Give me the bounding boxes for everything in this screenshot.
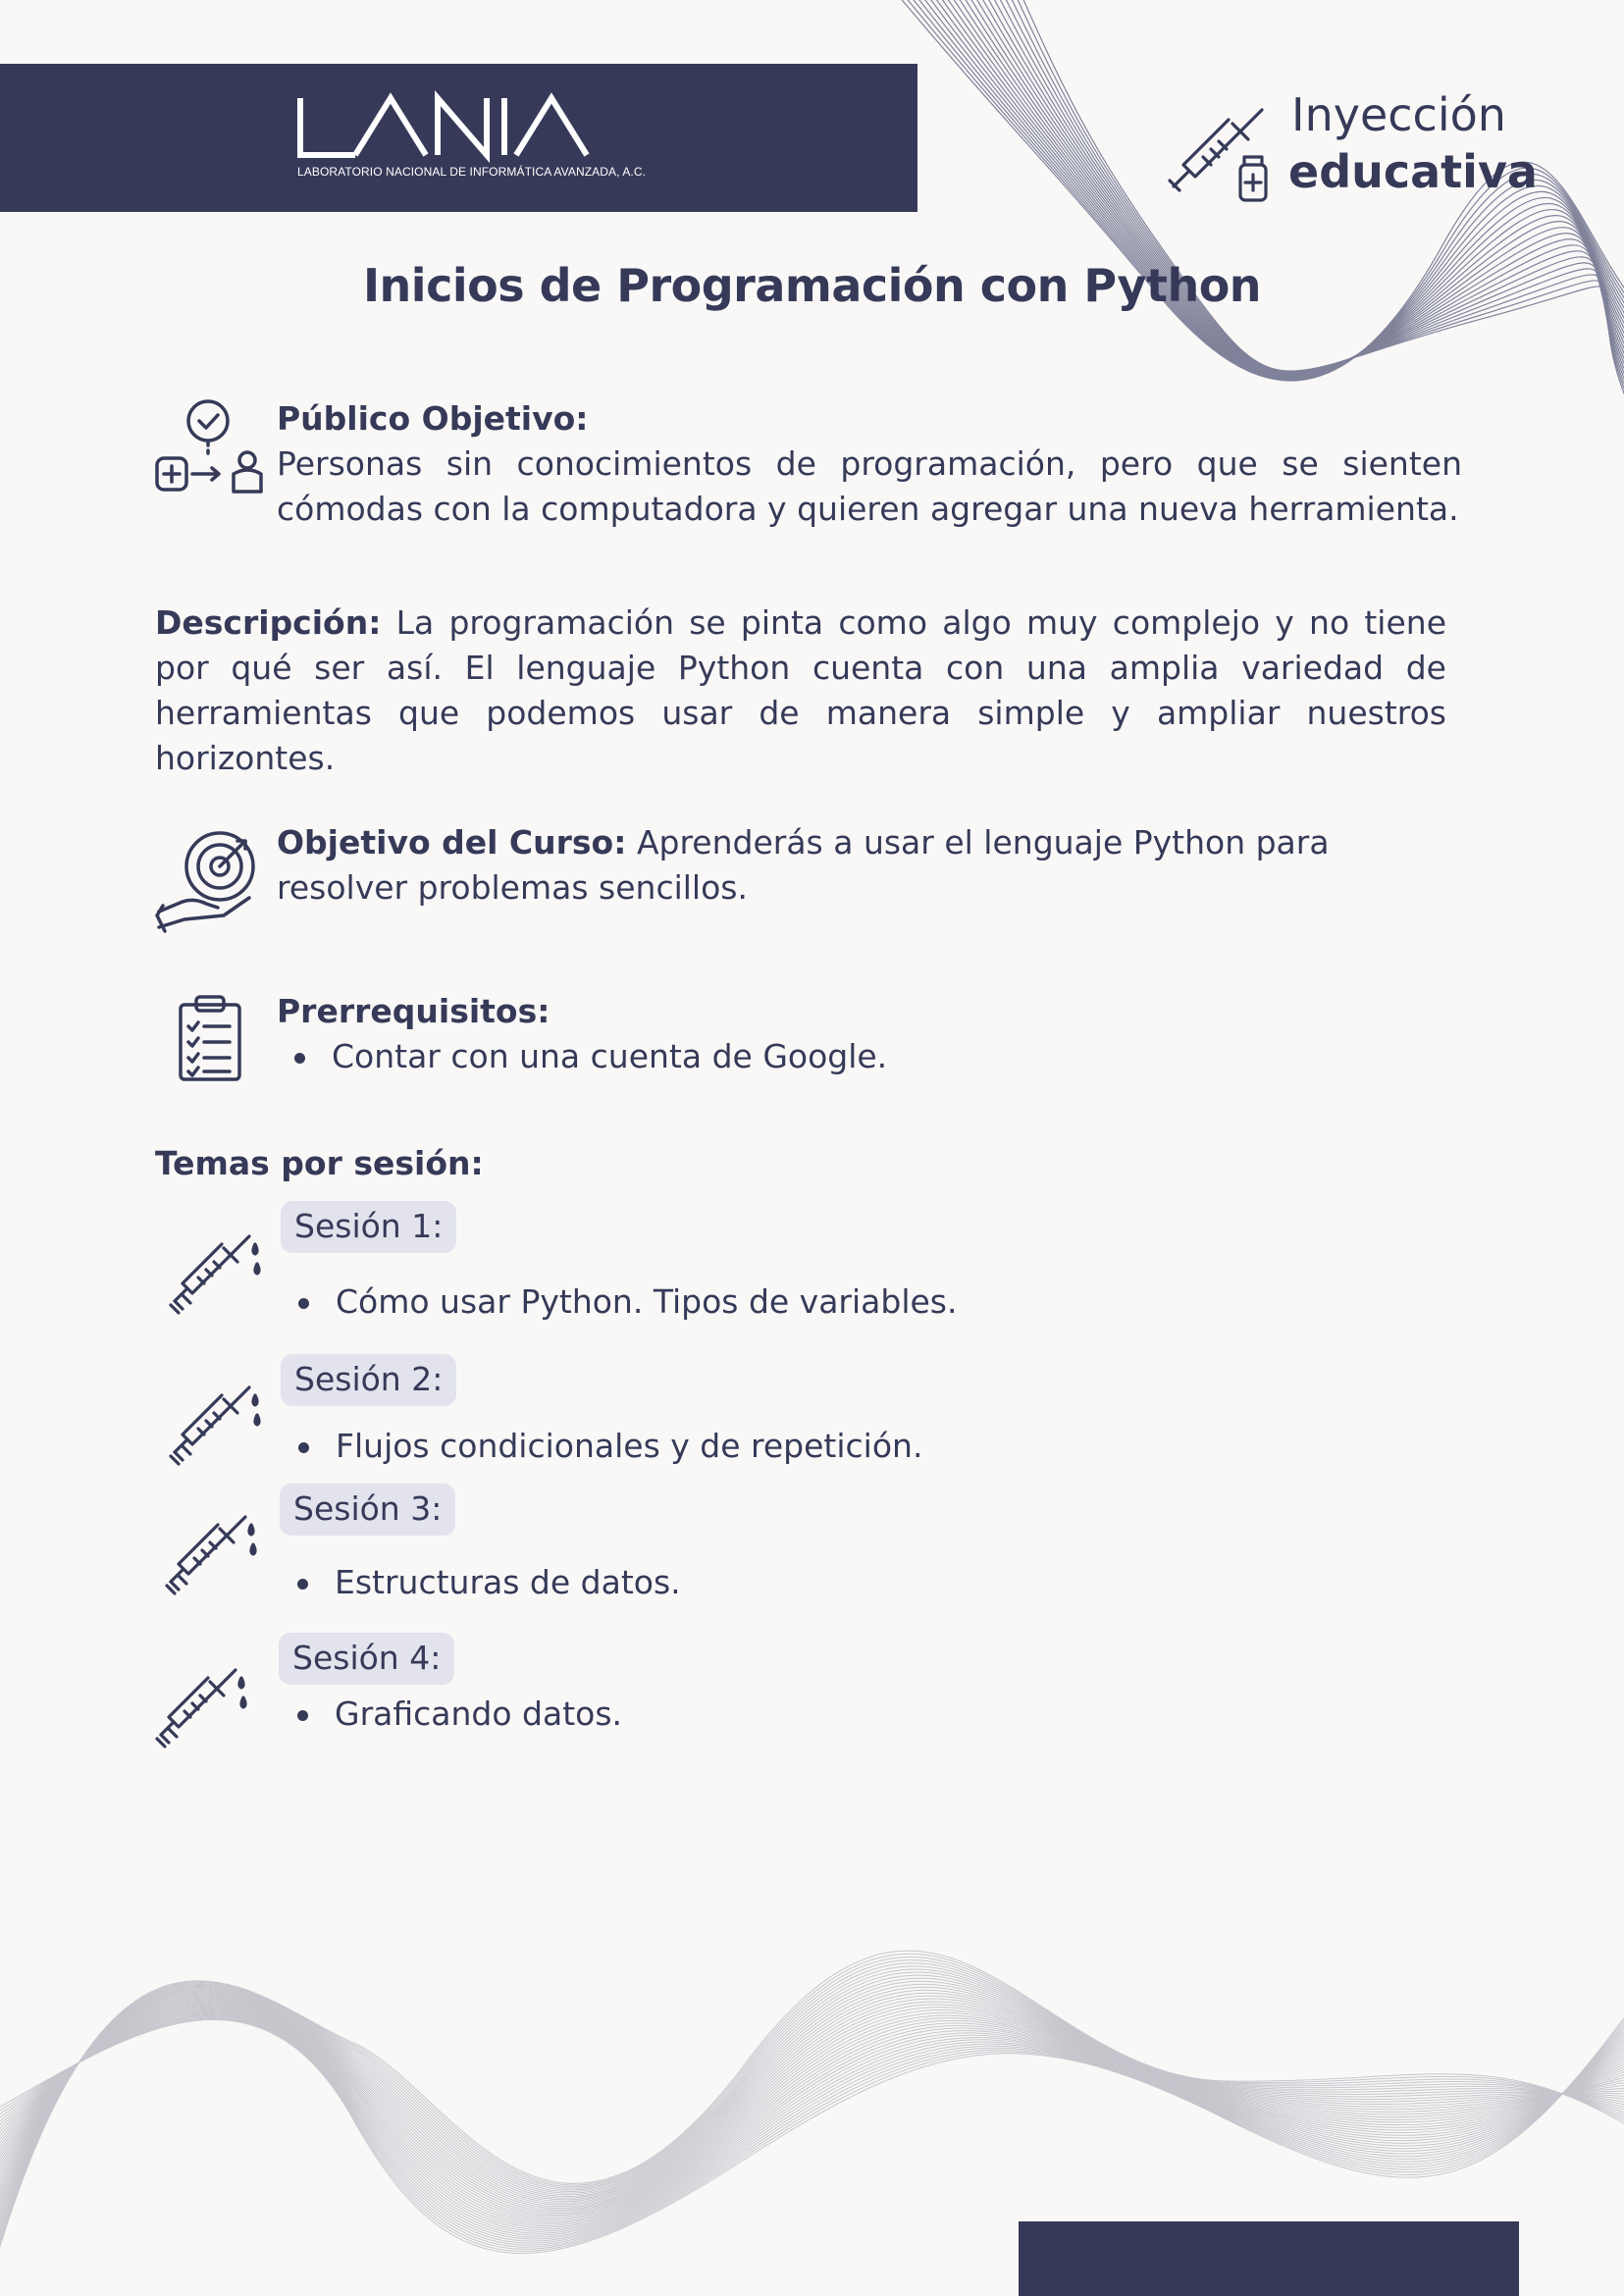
prerrequisito-item: Contar con una cuenta de Google. (277, 1034, 1454, 1079)
clipboard-checklist-icon (177, 993, 243, 1083)
sesion-1-chip: Sesión 1: (281, 1201, 456, 1253)
syringe-vial-icon (1168, 104, 1276, 208)
descripcion-text: La programación se pinta como algo muy complejo y no tiene por qué ser así. El lenguaje Python cuenta con una amplia variedad de herramientas que podemos usar de manera simple y ampliar nuestros horizontes. (155, 603, 1446, 777)
prerrequisitos-label: Prerrequisitos: (277, 992, 550, 1030)
objetivo-curso-label: Objetivo del Curso: (277, 823, 627, 861)
objetivo-curso-text: Aprenderás a usar el lenguaje Python para resolver problemas sencillos. (277, 823, 1330, 907)
target-hand-icon (155, 829, 259, 933)
badge-line-educativa: educativa (1288, 145, 1538, 198)
temas-por-sesion-label: Temas por sesión: (155, 1144, 484, 1182)
sesion-3-chip: Sesión 3: (280, 1484, 455, 1536)
descripcion-label: Descripción: (155, 603, 382, 642)
sesion-1-item: Cómo usar Python. Tipos de variables. (281, 1279, 958, 1325)
publico-objetivo-label: Público Objetivo: (277, 399, 589, 438)
target-audience-icon (153, 397, 265, 501)
prerrequisitos-section (277, 989, 1454, 1079)
lania-logo (294, 90, 608, 163)
sesion-4-chip: Sesión 4: (279, 1633, 454, 1685)
objetivo-curso-section (277, 820, 1454, 911)
footer-band (1019, 2221, 1519, 2296)
syringe-drop-icon (169, 1234, 263, 1334)
sesion-4-item: Graficando datos. (280, 1692, 622, 1737)
syringe-drop-icon (165, 1515, 259, 1615)
descripcion-section (155, 600, 1446, 781)
badge-line-inyeccion: Inyección (1291, 88, 1506, 141)
sesion-2-item: Flujos condicionales y de repetición. (281, 1424, 922, 1469)
syringe-drop-icon (169, 1385, 263, 1486)
logo-subtitle: LABORATORIO NACIONAL DE INFORMÁTICA AVANZADA, A.C. (297, 165, 647, 179)
publico-objetivo-text: Personas sin conocimientos de programación, pero que se sienten cómodas con la computadora y quieren agregar una nueva herramienta. (277, 444, 1462, 528)
syringe-drop-icon (155, 1668, 249, 1768)
sesion-2-chip: Sesión 2: (281, 1354, 456, 1406)
publico-objetivo-section (277, 396, 1462, 532)
page-title: Inicios de Programación con Python (362, 259, 1262, 312)
sesion-3-item: Estructuras de datos. (280, 1560, 681, 1605)
